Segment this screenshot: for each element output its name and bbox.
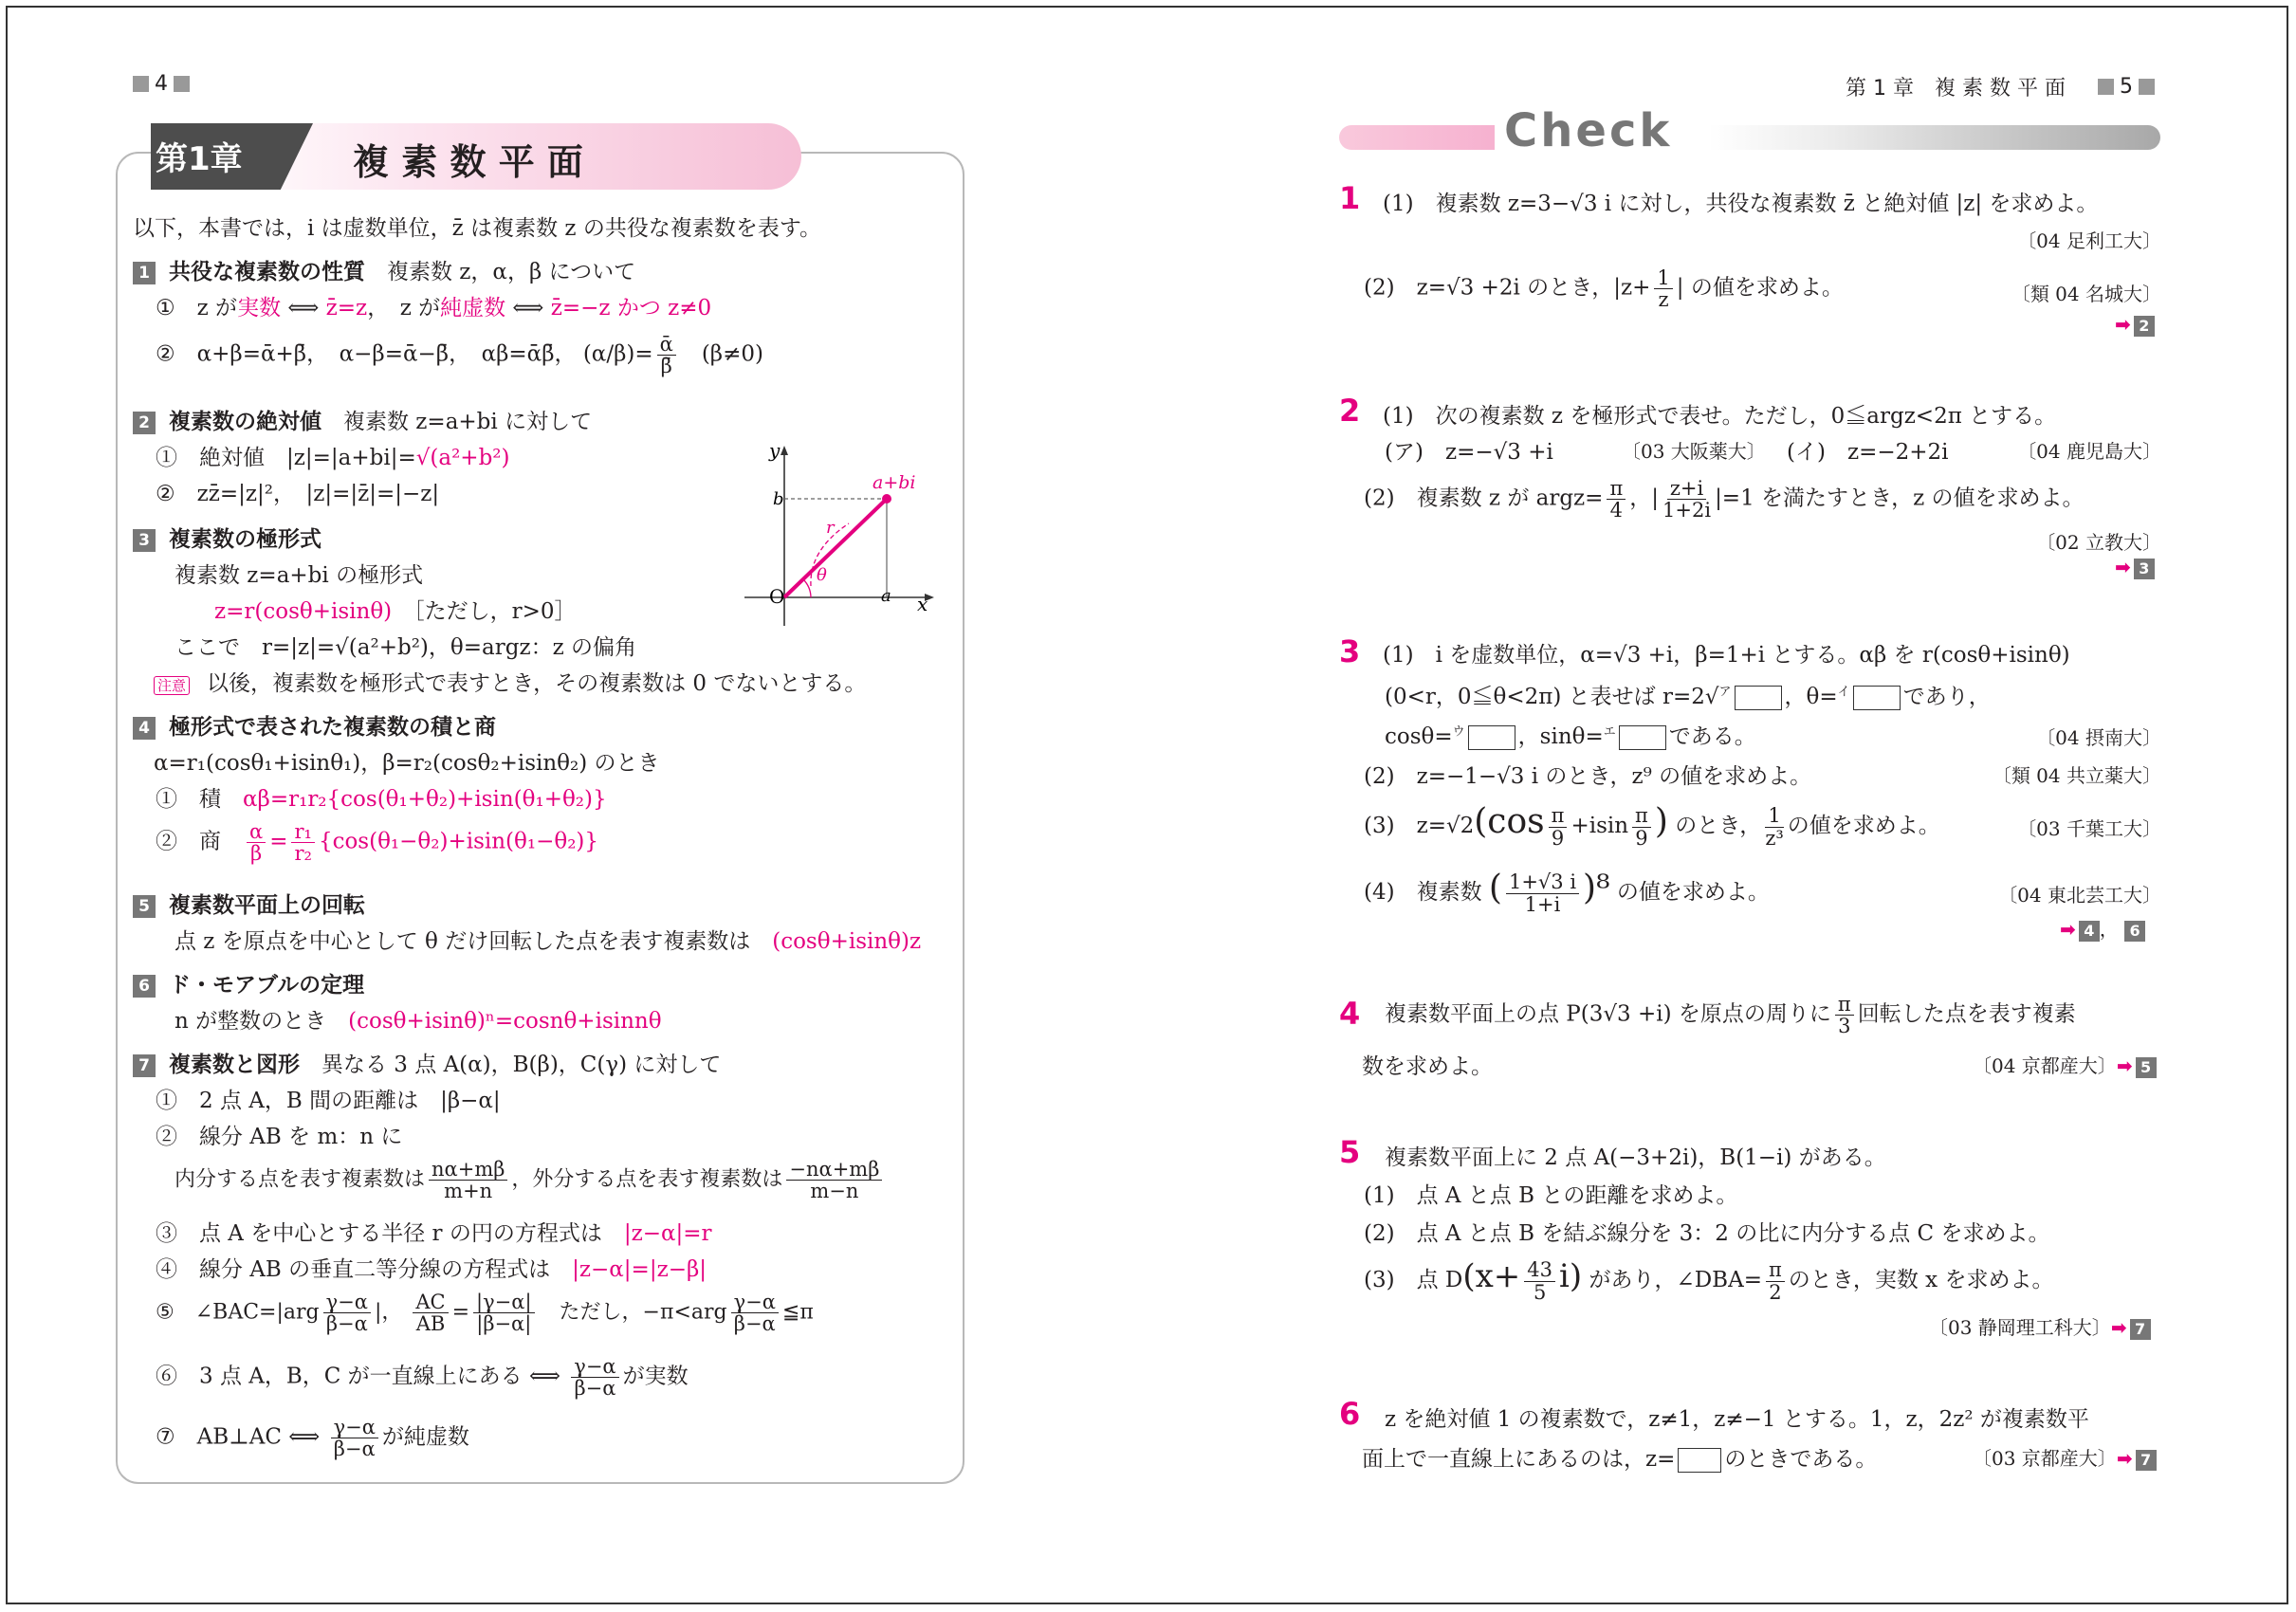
question-2-ref: ➡ 3 [2115,556,2155,579]
section-7-item-3: ③ 点 A を中心とする半径 r の円の方程式は |z−α|=r [156,1221,712,1246]
answer-box-z[interactable] [1678,1448,1721,1473]
question-2-part-1: (1) 次の複素数 z を極形式で表せ。ただし，0≦argz<2π とする。 [1383,404,2057,429]
section-1-item-2: ② α+β=ᾱ+β̄， α−β=ᾱ−β̄， αβ=ᾱβ̄， (α/β)= $\frac{\text{ᾱ}}{\betā}$ (β≠0) [156,333,763,378]
question-3-number: 3 [1339,633,1361,669]
question-5-part-3: (3) 点 D(x+ $\frac{43}{5}$ i) があり，∠DBA= $\frac{\pi}{2}$ のとき，実数 x を求めよ。 [1364,1257,2054,1304]
question-3-source-1: 〔04 摂南大〕 [2036,726,2161,749]
question-3-part-1-line-1: (1) i を虚数単位，α=√3 +i，β=1+i とする。αβ を r(cosθ+isinθ) [1383,643,2070,668]
question-5-part-2: (2) 点 A と点 B を結ぶ線分を 3：2 の比に内分する点 C を求めよ。 [1364,1221,2050,1246]
question-6-source-ref: 〔03 京都産大〕➡ 7 [1973,1443,2157,1471]
axis-y-label: y [769,439,781,462]
question-1-ref: ➡ 2 [2115,313,2155,337]
section-7-item-2: ② 線分 AB を m：n に [156,1125,403,1149]
question-3-part-4: (4) 複素数 ( $\frac{1+√3 i}{1+i}$ )⁸ の値を求めよ。 [1364,869,1770,916]
section-7-item-7: ⑦ AB⊥AC ⟺ $\frac{\gamma-\alpha}{\beta-\alpha}$ が純虚数 [156,1416,469,1461]
section-4-line-1: α=r₁(cosθ₁+isinθ₁)，β=r₂(cosθ₂+isinθ₂) のとき [154,751,660,776]
question-4-line-1: 複素数平面上の点 P(3√3 +i) を原点の周りに $\frac{\pi}{3}$ 回転した点を表す複素 [1385,993,2076,1038]
axis-x-label: x [917,593,928,615]
question-4-source-ref: 〔04 京都産大〕➡ 5 [1973,1051,2157,1078]
question-5-source-ref: 〔03 静岡理工科大〕➡ 7 [1929,1312,2151,1340]
section-7-item-1: ① 2 点 A，B 間の距離は |β−α| [156,1089,501,1113]
section-3-heading: 3 複素数の極形式 [133,522,321,553]
section-3-line-2: z=r(cosθ+isinθ) ［ただし，r>0］ [214,599,577,624]
question-1-source-2: 〔類 04 名城大〕 [2011,283,2161,305]
question-3-source-2: 〔類 04 共立薬大〕 [1992,764,2161,787]
question-3-part-1-line-3: cosθ=$^ウ$ ，sinθ=$^エ$ である。 [1385,724,1756,749]
section-7-item-6: ⑥ 3 点 A，B，C が一直線上にある ⟺ $\frac{\gamma-\alpha}{\beta-\alpha}$ が実数 [156,1355,689,1401]
section-4-product: ① 積 αβ=r₁r₂{cos(θ₁+θ₂)+isin(θ₁+θ₂)} [156,787,607,812]
question-5-intro: 複素数平面上に 2 点 A(−3+2i)，B(1−i) がある。 [1385,1145,1886,1170]
question-2-source-a: 〔03 大阪薬大〕 [1622,440,1766,463]
answer-box-u[interactable] [1468,725,1515,750]
section-7-heading: 7 複素数と図形 異なる 3 点 A(α)，B(β)，C(γ) に対して [133,1047,721,1078]
answer-box-a[interactable] [1735,686,1782,710]
section-1-heading: 1 共役な複素数の性質 複素数 z，α，β について [133,254,635,285]
question-3-part-1-line-2: (0<r，0≦θ<2π) と表せば r=2√$^ア$ ，θ=$^イ$ であり， [1385,685,1991,709]
chapter-title: 複 素 数 平 面 [353,141,583,183]
question-2-part-2: (2) 複素数 z が argz= $\frac{\pi}{4}$ ，| $\frac{z+i}{1+2i}$ |=1 を満たすとき，z の値を求めよ。 [1364,477,2085,522]
complex-plane-graph [735,436,948,635]
question-6-line-2: 面上で一直線上にあるのは，z= のときである。 [1362,1447,1878,1472]
question-1-part-2: (2) z=√3 +2i のとき，|z+ $\frac{1}{z}$ | の値を求めよ。 [1364,266,1844,312]
answer-box-i[interactable] [1853,686,1901,710]
question-4-number: 4 [1339,996,1361,1032]
section-3-line-1: 複素数 z=a+bi の極形式 [174,563,424,588]
answer-box-e[interactable] [1619,725,1666,750]
section-5-heading: 5 複素数平面上の回転 [133,888,365,919]
question-1-number: 1 [1339,180,1361,216]
section-2-heading: 2 複素数の絶対値 複素数 z=a+bi に対して [133,404,592,435]
point-label: a+bi [872,472,916,493]
question-1-part-1: (1) 複素数 z=3−√3 i に対し，共役な複素数 z̄ と絶対値 |z| を求めよ。 [1383,192,2099,216]
question-3-source-3: 〔03 千葉工大〕 [2017,817,2161,840]
section-6-heading: 6 ド・モアブルの定理 [133,967,364,998]
section-4-quotient: ② 商 $\frac{\alpha}{\beta}$ = $\frac{\text{r₁}}{\text{r₂}}$ {cos(θ₁−θ₂)+isin(θ₁−θ₂)} [156,820,599,866]
section-7-division: 内分する点を表す複素数は $\frac{n\alpha+m\beta}{m+n}$ ，外分する点を表す複素数は $\frac{-n\alpha+m\beta}{m-n}$ [174,1159,886,1201]
section-7-item-4: ④ 線分 AB の垂直二等分線の方程式は |z−α|=|z−β| [156,1257,707,1282]
left-page-number: 4 [133,72,190,96]
b-label: b [773,489,784,509]
section-2-item-2: ② zz̄=|z|²， |z|=|z̄|=|−z| [156,482,440,506]
right-running-head: 第 1 章 複 素 数 平 面 5 [1846,72,2155,101]
origin-label: O [769,585,785,608]
intro-text: 以下，本書では，i は虚数単位，z̄ は複素数 z の共役な複素数を表す。 [133,216,821,241]
question-3-refs: ➡ 4 ， 6 [2060,914,2145,942]
question-4-line-2: 数を求めよ。 [1362,1054,1493,1079]
section-5-line-1: 点 z を原点を中心として θ だけ回転した点を表す複素数は (cosθ+isinθ)z [174,929,922,954]
section-6-line-1: n が整数のとき (cosθ+isinθ)ⁿ=cosnθ+isinnθ [174,1009,662,1034]
section-2-item-1: ① 絶対値 |z|=|a+bi|=√(a²+b²) [156,446,510,470]
section-7-item-5: ⑤ ∠BAC=|arg $\frac{\gamma-\alpha}{\beta-\alpha}$ |， $\frac{AC}{AB}$ = $\frac{|\gamma-\alpha|}{|\beta-\alpha|}$ ただし，−π<arg $\frac{\gamma-\alpha}{\beta-\alpha}$ ≦π [156,1291,814,1336]
section-1-item-1: ① z が実数 ⟺ z̄=z， z が純虚数 ⟺ z̄=−z かつ z≠0 [156,296,712,321]
question-2-source-b: 〔04 鹿児島大〕 [2017,440,2161,463]
vector-line [784,499,887,597]
theta-label: θ [817,565,827,585]
question-5-part-1: (1) 点 A と点 B との距離を求めよ。 [1364,1183,1738,1208]
question-3-source-4: 〔04 東北芸工大〕 [1998,884,2161,907]
section-3-line-3: ここで r=|z|=√(a²+b²)，θ=argz：z の偏角 [174,635,636,660]
question-3-part-3: (3) z=√2(cos $\frac{\pi}{9}$ +isin $\frac{\pi}{9}$ ) のとき， $\frac{1}{\text{z³}}$ の値を求めよ。 [1364,802,1940,850]
r-label: r [826,518,835,538]
question-5-number: 5 [1339,1134,1361,1170]
question-2-part-1b: (イ) z=−2+2i [1787,440,1949,465]
question-3-part-2: (2) z=−1−√3 i のとき，z⁹ の値を求めよ。 [1364,764,1812,789]
chapter-label: 第1章 [156,140,243,178]
section-4-heading: 4 極形式で表された複素数の積と商 [133,709,496,741]
a-label: a [881,586,891,606]
question-2-part-1a: (ア) z=−√3 +i [1385,440,1553,465]
section-3-note: 注意 以後，複素数を極形式で表すとき，その複素数は 0 でないとする。 [154,666,866,697]
question-6-number: 6 [1339,1396,1361,1432]
question-1-source-1: 〔04 足利工大〕 [2017,229,2161,252]
check-banner [1339,125,2160,150]
question-2-source-2: 〔02 立教大〕 [2036,531,2161,554]
check-title: Check [1495,104,1681,157]
question-2-number: 2 [1339,393,1361,429]
question-6-line-1: z を絶対値 1 の複素数で，z≠1，z≠−1 とする。1，z，2z² が複素数平 [1385,1407,2089,1432]
